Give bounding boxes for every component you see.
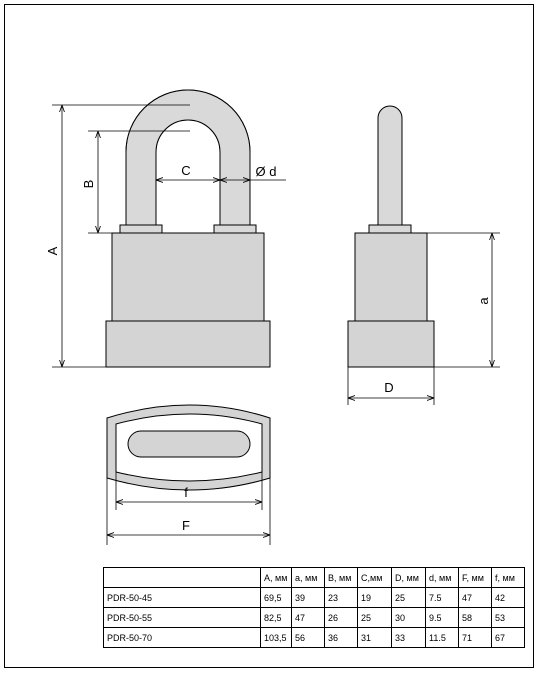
front-body-upper <box>112 233 264 321</box>
label-d: Ø d <box>255 164 277 179</box>
header-cell: A, мм <box>261 568 292 588</box>
top-view <box>107 405 270 490</box>
model-cell: PDR-50-45 <box>104 588 261 608</box>
table-cell: 82,5 <box>261 608 292 628</box>
header-cell: F, мм <box>459 568 492 588</box>
side-view <box>348 106 434 367</box>
front-body-lower <box>106 321 270 367</box>
table-cell: 56 <box>292 628 325 648</box>
table-cell: 26 <box>325 608 358 628</box>
side-collar <box>369 225 411 233</box>
table-cell: 47 <box>459 588 492 608</box>
table-cell: 71 <box>459 628 492 648</box>
table-cell: 9.5 <box>426 608 459 628</box>
table-cell: 58 <box>459 608 492 628</box>
table-cell: 39 <box>292 588 325 608</box>
label-a: a <box>476 297 491 305</box>
label-B: B <box>81 179 96 189</box>
label-f: f <box>184 485 188 500</box>
label-A: A <box>45 246 60 256</box>
header-cell <box>104 568 261 588</box>
table-cell: 23 <box>325 588 358 608</box>
label-F: F <box>182 518 190 533</box>
table-cell: 53 <box>492 608 525 628</box>
header-cell: D, мм <box>392 568 426 588</box>
table-row <box>104 588 525 608</box>
front-right-collar <box>214 225 256 233</box>
label-C: C <box>181 163 191 178</box>
header-cell: d, мм <box>426 568 459 588</box>
table-header-row <box>104 568 525 588</box>
model-cell: PDR-50-55 <box>104 608 261 628</box>
table-cell: 33 <box>392 628 426 648</box>
table-cell: 42 <box>492 588 525 608</box>
table-cell: 69,5 <box>261 588 292 608</box>
table-cell: 47 <box>292 608 325 628</box>
table-cell: 11.5 <box>426 628 459 648</box>
header-cell: C,мм <box>358 568 392 588</box>
dimensions-table <box>103 567 525 648</box>
model-cell: PDR-50-70 <box>104 628 261 648</box>
table-cell: 36 <box>325 628 358 648</box>
side-body-lower <box>348 321 434 367</box>
front-shackle-fill <box>126 90 250 228</box>
table-cell: 19 <box>358 588 392 608</box>
front-left-collar <box>120 225 162 233</box>
table-cell: 103,5 <box>261 628 292 648</box>
header-cell: B, мм <box>325 568 358 588</box>
top-keyhole-slot <box>128 431 250 457</box>
header-cell: f, мм <box>492 568 525 588</box>
side-shackle <box>378 106 402 228</box>
table-cell: 31 <box>358 628 392 648</box>
side-body-upper <box>355 233 427 321</box>
table-cell: 25 <box>358 608 392 628</box>
table-row <box>104 628 525 648</box>
table-row <box>104 608 525 628</box>
table-cell: 25 <box>392 588 426 608</box>
table-cell: 30 <box>392 608 426 628</box>
label-D: D <box>384 380 394 395</box>
table-cell: 67 <box>492 628 525 648</box>
table-cell: 7.5 <box>426 588 459 608</box>
front-view <box>106 90 270 367</box>
header-cell: a, мм <box>292 568 325 588</box>
